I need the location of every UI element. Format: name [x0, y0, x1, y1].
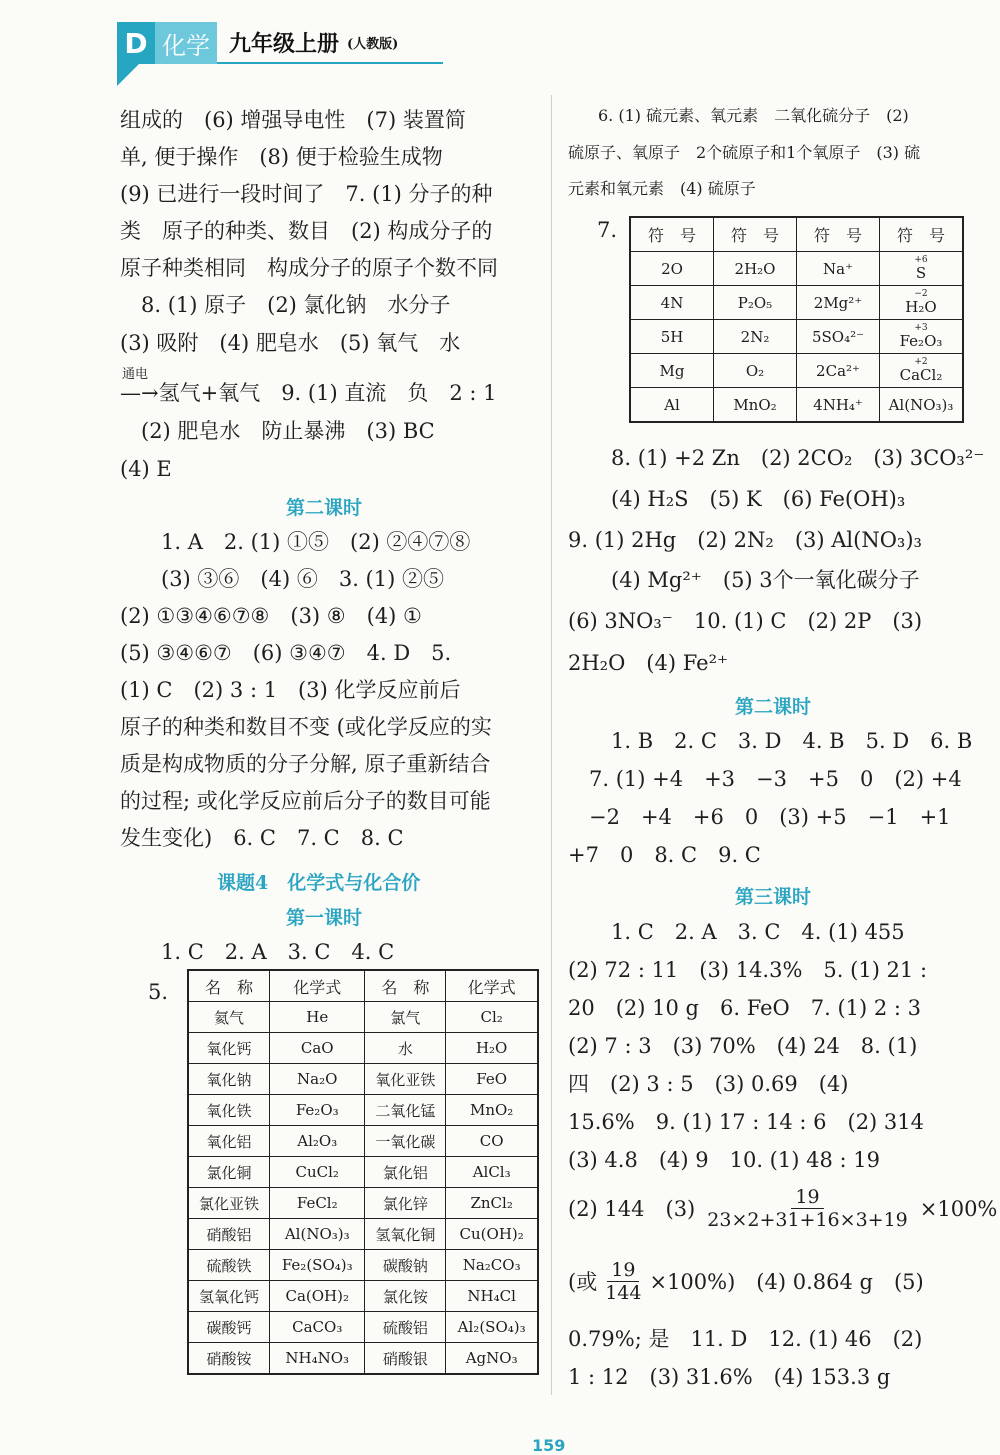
right-line: 1. C 2. A 3. C 4. (1) 455	[590, 920, 905, 944]
table-cell: 4N	[630, 286, 714, 320]
table-cell: CaCO₃	[270, 1312, 365, 1343]
header-title	[217, 22, 443, 64]
table-row	[630, 286, 963, 320]
left-line: 质是构成物质的分子分解, 原子重新结合	[120, 752, 491, 776]
table-cell: Mg	[630, 354, 714, 388]
table-cell: 碳酸钙	[188, 1312, 270, 1343]
question-label: 5.	[148, 980, 169, 1004]
fraction-line	[568, 1186, 997, 1231]
left-line: 发生变化) 6. C 7. C 8. C	[120, 826, 404, 850]
table-cell: NH₄NO₃	[270, 1343, 365, 1375]
fraction-numerator: 19	[791, 1186, 823, 1209]
table-cell: CO	[446, 1126, 538, 1157]
table-row	[630, 354, 963, 388]
right-line: 9. (1) 2Hg (2) 2N₂ (3) Al(NO₃)₃	[568, 528, 922, 552]
table-cell: 2Ca²⁺	[797, 354, 880, 388]
table-cell: 氦气	[188, 1002, 270, 1033]
left-line: (4) E	[120, 457, 172, 481]
right-line: 7. (1) +4 +3 −3 +5 0 (2) +4	[568, 767, 962, 791]
table-cell: 硝酸银	[365, 1343, 446, 1375]
table-cell: Na₂CO₃	[446, 1250, 538, 1281]
table-cell: O₂	[714, 354, 797, 388]
table-cell: 2N₂	[714, 320, 797, 354]
left-line: 原子种类相同 构成分子的原子个数不同	[120, 256, 498, 280]
table-row	[188, 1002, 538, 1033]
table-cell: 氧化亚铁	[365, 1064, 446, 1095]
table-cell: +6 S	[880, 252, 964, 286]
right-line: (4) H₂S (5) K (6) Fe(OH)₃	[590, 487, 906, 511]
table-cell: 水	[365, 1033, 446, 1064]
left-line: (5) ③④⑥⑦ (6) ③④⑦ 4. D 5.	[120, 641, 452, 665]
table-cell: 氯化铜	[188, 1157, 270, 1188]
right-line: 1. B 2. C 3. D 4. B 5. D 6. B	[590, 729, 973, 753]
table-cell: 氢氧化钙	[188, 1281, 270, 1312]
table-cell: 一氧化碳	[365, 1126, 446, 1157]
section-heading: 第二课时	[286, 497, 363, 519]
table-row	[188, 1033, 538, 1064]
table-cell: Cl₂	[446, 1002, 538, 1033]
table-row	[188, 1188, 538, 1219]
table-header-cell: 名 称	[188, 970, 270, 1002]
right-line: 15.6% 9. (1) 17 : 14 : 6 (2) 314	[568, 1110, 925, 1134]
table-cell: 硫酸铁	[188, 1250, 270, 1281]
header-corner-decoration	[117, 64, 139, 86]
electrolysis-condition-label: 通电	[122, 367, 149, 382]
table-row	[188, 1250, 538, 1281]
table-cell: −2 H₂O	[880, 286, 964, 320]
table-cell: MnO₂	[446, 1095, 538, 1126]
table-cell: Al₂O₃	[270, 1126, 365, 1157]
right-line: 6. (1) 硫元素、氧元素 二氧化硫分子 (2)	[598, 106, 909, 125]
table-cell: Al	[630, 388, 714, 423]
table-cell: ZnCl₂	[446, 1188, 538, 1219]
left-line: 1. A 2. (1) ①⑤ (2) ②④⑦⑧	[140, 530, 471, 554]
right-line: 0.79%; 是 11. D 12. (1) 46 (2)	[568, 1327, 923, 1351]
fraction-numerator: 19	[607, 1259, 639, 1282]
table-cell: 氧化钠	[188, 1064, 270, 1095]
mass-fraction-formula	[703, 1186, 911, 1231]
table-cell: CuCl₂	[270, 1157, 365, 1188]
table-cell: FeO	[446, 1064, 538, 1095]
table-cell: 氢氧化铜	[365, 1219, 446, 1250]
table-cell: Al(NO₃)₃	[880, 388, 964, 423]
table-row	[188, 1095, 538, 1126]
mass-fraction-formula	[601, 1259, 645, 1304]
table-header-cell: 名 称	[365, 970, 446, 1002]
left-line: (9) 已进行一段时间了 7. (1) 分子的种	[120, 182, 493, 206]
left-line: 1. C 2. A 3. C 4. C	[140, 940, 395, 964]
fraction-suffix: ×100%) (4) 0.864 g (5)	[649, 1269, 924, 1294]
right-line: 硫原子、氧原子 2个硫原子和1个氧原子 (3) 硫	[568, 143, 921, 162]
left-line: (2) 肥皂水 防止暴沸 (3) BC	[120, 419, 435, 443]
table-row	[188, 1219, 538, 1250]
table-row	[630, 320, 963, 354]
fraction-denominator: 23×2+31+16×3+19	[707, 1209, 908, 1231]
fraction-line	[568, 1259, 924, 1304]
table-cell: 碳酸钠	[365, 1250, 446, 1281]
table-row	[188, 1157, 538, 1188]
left-line: (3) ③⑥ (4) ⑥ 3. (1) ②⑤	[140, 567, 444, 591]
table-header-row	[630, 217, 963, 252]
left-line: 类 原子的种类、数目 (2) 构成分子的	[120, 219, 493, 243]
fraction-prefix: (2) 144 (3)	[568, 1196, 696, 1221]
table-cell: 5H	[630, 320, 714, 354]
table-header-cell: 符 号	[797, 217, 880, 252]
table-cell: 氯化铝	[365, 1157, 446, 1188]
table-header-cell: 化学式	[270, 970, 365, 1002]
right-line: (4) Mg²⁺ (5) 3个一氧化碳分子	[590, 568, 920, 592]
table-row	[188, 1281, 538, 1312]
left-line: 单, 便于操作 (8) 便于检验生成物	[120, 145, 443, 169]
table-header-cell: 符 号	[714, 217, 797, 252]
table-cell: Al₂(SO₄)₃	[446, 1312, 538, 1343]
table-cell: 2H₂O	[714, 252, 797, 286]
section-heading: 第一课时	[286, 907, 363, 929]
left-line: —→氢气+氧气 9. (1) 直流 负 2 : 1	[120, 381, 497, 405]
table-header-cell: 化学式	[446, 970, 538, 1002]
table-cell: 氯化锌	[365, 1188, 446, 1219]
right-line: 四 (2) 3 : 5 (3) 0.69 (4)	[568, 1072, 849, 1096]
section-heading: 第二课时	[735, 696, 812, 718]
left-line: 组成的 (6) 增强导电性 (7) 装置简	[120, 108, 466, 132]
table-cell: AlCl₃	[446, 1157, 538, 1188]
table-row	[630, 388, 963, 423]
table-cell: CaO	[270, 1033, 365, 1064]
right-line: 1 : 12 (3) 31.6% (4) 153.3 g	[568, 1365, 891, 1389]
page-header	[117, 22, 443, 64]
table-cell: 氯化铵	[365, 1281, 446, 1312]
header-edition: (人教版)	[347, 36, 399, 52]
table-cell: Ca(OH)₂	[270, 1281, 365, 1312]
table-cell: Na⁺	[797, 252, 880, 286]
table-cell: H₂O	[446, 1033, 538, 1064]
fraction-denominator: 144	[605, 1282, 642, 1304]
table-header-row	[188, 970, 538, 1002]
table-cell: 氯化亚铁	[188, 1188, 270, 1219]
page-number: 159	[532, 1436, 566, 1455]
table-header-cell: 符 号	[880, 217, 964, 252]
table-cell: 氯气	[365, 1002, 446, 1033]
table-cell: Na₂O	[270, 1064, 365, 1095]
table-cell: FeCl₂	[270, 1188, 365, 1219]
left-line: (1) C (2) 3 : 1 (3) 化学反应前后	[120, 678, 461, 702]
table-row	[188, 1312, 538, 1343]
right-line: (6) 3NO₃⁻ 10. (1) C (2) 2P (3)	[568, 609, 923, 633]
table-cell: NH₄Cl	[446, 1281, 538, 1312]
header-badge: D	[117, 22, 155, 64]
header-title-text: 九年级上册	[229, 30, 340, 57]
table-cell: 硝酸铵	[188, 1343, 270, 1375]
table-cell: Fe₂(SO₄)₃	[270, 1250, 365, 1281]
left-line: (2) ①③④⑥⑦⑧ (3) ⑧ (4) ①	[120, 604, 422, 628]
table-cell: AgNO₃	[446, 1343, 538, 1375]
fraction-prefix: (或	[568, 1269, 598, 1294]
table-cell: P₂O₅	[714, 286, 797, 320]
table-cell: MnO₂	[714, 388, 797, 423]
table-cell: 2O	[630, 252, 714, 286]
table-cell: 硫酸铝	[365, 1312, 446, 1343]
fraction-suffix: ×100%	[919, 1196, 998, 1221]
table-cell: Fe₂O₃	[270, 1095, 365, 1126]
table-row	[188, 1126, 538, 1157]
table-cell: He	[270, 1002, 365, 1033]
table-cell: 氧化钙	[188, 1033, 270, 1064]
right-line: −2 +4 +6 0 (3) +5 −1 +1	[568, 805, 951, 829]
left-line: 的过程; 或化学反应前后分子的数目可能	[120, 789, 491, 813]
right-line: 8. (1) +2 Zn (2) 2CO₂ (3) 3CO₃²⁻	[590, 446, 985, 470]
table-cell: 4NH₄⁺	[797, 388, 880, 423]
column-divider	[551, 95, 552, 1395]
left-line: 原子的种类和数目不变 (或化学反应的实	[120, 715, 492, 739]
right-line: (2) 7 : 3 (3) 70% (4) 24 8. (1)	[568, 1034, 918, 1058]
table-cell: 二氧化锰	[365, 1095, 446, 1126]
left-line: (3) 吸附 (4) 肥皂水 (5) 氧气 水	[120, 331, 461, 355]
table-row	[188, 1343, 538, 1375]
question-label: 7.	[597, 218, 618, 242]
left-line: 8. (1) 原子 (2) 氯化钠 水分子	[120, 293, 451, 317]
compound-formula-table	[187, 969, 539, 1375]
section-heading: 课题4 化学式与化合价	[217, 872, 421, 894]
table-cell: +3 Fe₂O₃	[880, 320, 964, 354]
table-row	[630, 252, 963, 286]
table-cell: 氧化铁	[188, 1095, 270, 1126]
table-cell: Al(NO₃)₃	[270, 1219, 365, 1250]
right-line: 2H₂O (4) Fe²⁺	[568, 651, 729, 675]
table-cell: +2 CaCl₂	[880, 354, 964, 388]
right-line: 20 (2) 10 g 6. FeO 7. (1) 2 : 3	[568, 996, 922, 1020]
table-cell: 氧化铝	[188, 1126, 270, 1157]
table-cell: 2Mg²⁺	[797, 286, 880, 320]
table-header-cell: 符 号	[630, 217, 714, 252]
symbol-table	[629, 216, 964, 423]
right-line: (3) 4.8 (4) 9 10. (1) 48 : 19	[568, 1148, 880, 1172]
table-cell: 硝酸铝	[188, 1219, 270, 1250]
right-line: (2) 72 : 11 (3) 14.3% 5. (1) 21 :	[568, 958, 928, 982]
table-cell: 5SO₄²⁻	[797, 320, 880, 354]
right-line: +7 0 8. C 9. C	[568, 843, 761, 867]
header-subject: 化学	[155, 22, 217, 64]
section-heading: 第三课时	[735, 886, 812, 908]
table-cell: Cu(OH)₂	[446, 1219, 538, 1250]
table-row	[188, 1064, 538, 1095]
right-line: 元素和氧元素 (4) 硫原子	[568, 179, 756, 198]
